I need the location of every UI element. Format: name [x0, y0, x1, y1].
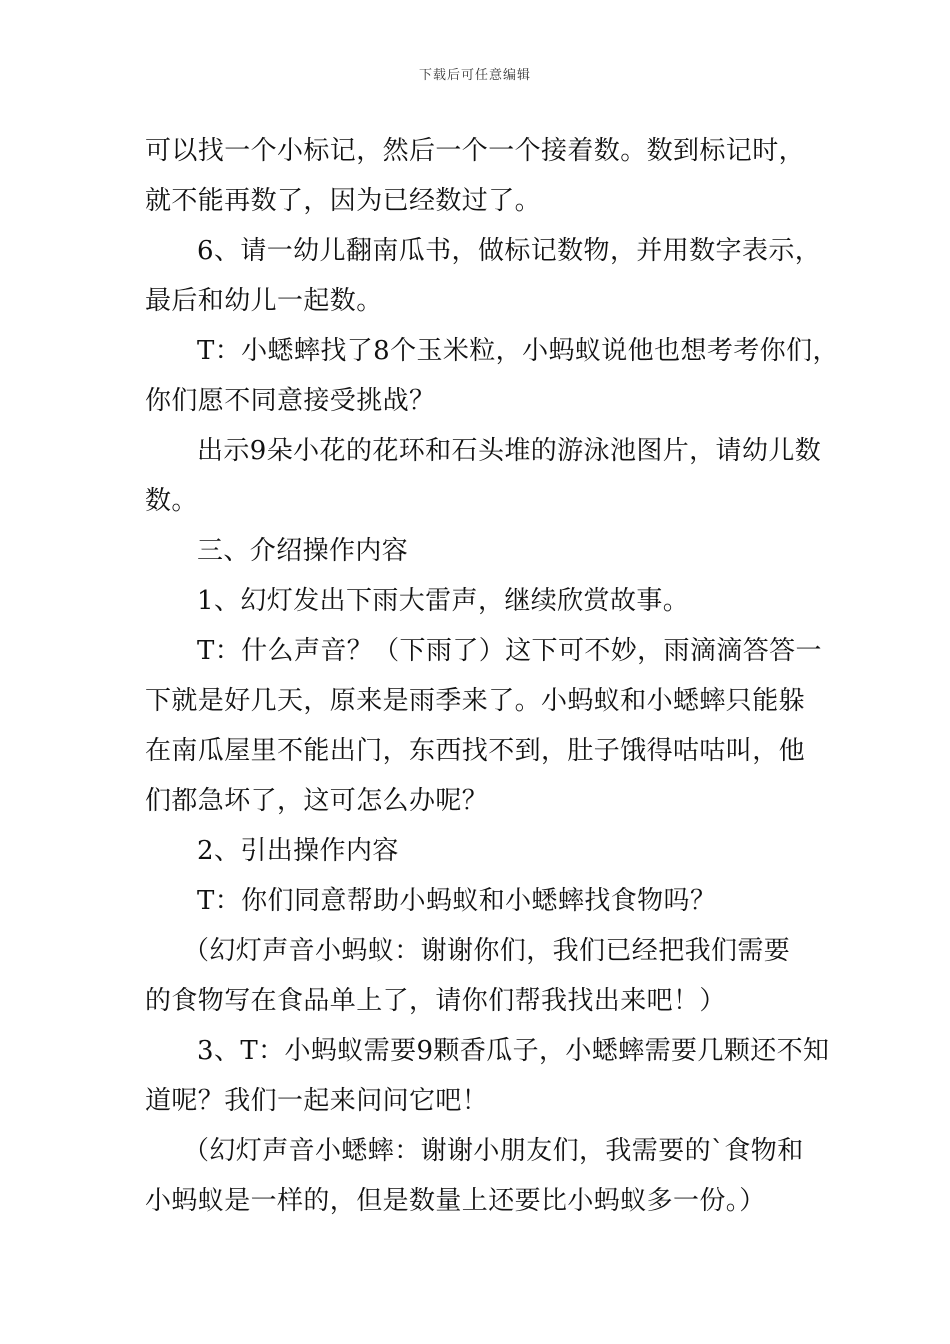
- text-line: T：你们同意帮助小蚂蚁和小蟋蟀找食物吗？: [197, 886, 717, 916]
- text-line: 最后和幼儿一起数。: [145, 286, 383, 316]
- text-line: 下就是好几天，原来是雨季来了。小蚂蚁和小蟋蟀只能躲: [145, 686, 806, 716]
- document-body: [145, 126, 839, 1226]
- text-line: 6、请一幼儿翻南瓜书，做标记数物，并用数字表示，: [197, 236, 822, 266]
- text-line: 在南瓜屋里不能出门，东西找不到，肚子饿得咕咕叫，他: [145, 736, 806, 766]
- text-line: 的食物写在食品单上了，请你们帮我找出来吧！）: [145, 986, 726, 1016]
- text-line: 2、引出操作内容: [197, 836, 399, 866]
- text-line: 你们愿不同意接受挑战？: [145, 386, 436, 416]
- section-heading: 三、介绍操作内容: [197, 536, 409, 566]
- text-line: 3、T：小蚂蚁需要9颗香瓜子，小蟋蟀需要几颗还不知: [197, 1036, 830, 1066]
- text-line: 小蚂蚁是一样的，但是数量上还要比小蚂蚁多一份。）: [145, 1186, 766, 1216]
- text-line: 们都急坏了，这可怎么办呢？: [145, 786, 489, 816]
- text-line: 数。: [145, 486, 198, 516]
- text-line: 可以找一个小标记，然后一个一个接着数。数到标记时，: [145, 136, 806, 166]
- text-line: 出示9朵小花的花环和石头堆的游泳池图片，请幼儿数: [197, 436, 822, 466]
- text-line: 1、幻灯发出下雨大雷声，继续欣赏故事。: [197, 586, 690, 616]
- text-line: T：小蟋蟀找了8个玉米粒，小蚂蚁说他也想考考你们，: [197, 336, 839, 366]
- text-line: 就不能再数了，因为已经数过了。: [145, 186, 542, 216]
- page-header: 下载后可任意编辑: [418, 68, 531, 83]
- text-line: （幻灯声音小蚂蚁：谢谢你们，我们已经把我们需要: [183, 936, 791, 966]
- text-line: （幻灯声音小蟋蟀：谢谢小朋友们，我需要的`食物和: [183, 1136, 804, 1166]
- text-line: T：什么声音？（下雨了）这下可不妙，雨滴滴答答一: [197, 636, 822, 666]
- text-line: 道呢？我们一起来问问它吧！: [145, 1086, 489, 1116]
